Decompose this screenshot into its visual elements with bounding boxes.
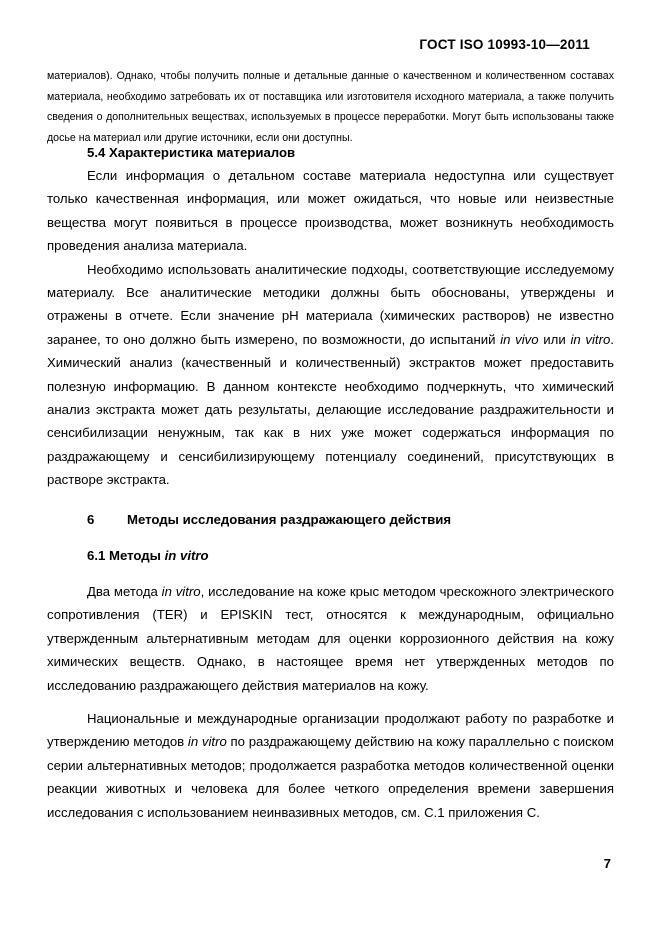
in-vitro-term: in vitro: [187, 734, 227, 750]
section-6-1-paragraph-2: Национальные и международные организации продолжают работу по разработке и утверждению методов in vitro по раздражающему действию на кожу параллельно с поиском серии альтернативных методов; продолжается разработка методов количественной оценки реакции животных и человека для более четкого определения времени завершения исследования с использованием неинвазивных методов, см. С.1 приложения С.: [47, 711, 615, 820]
section-6-1-heading: 6.1 Методы in vitro: [87, 548, 209, 563]
section-6-1-paragraph-1: Два метода in vitro, исследование на коже крыс методом чрескожного электрического сопротивления (TER) и EPISKIN тест, относятся к международным, официально утвержденным альтернативным методам для оценки коррозионного действия на кожу химических веществ. Однако, в настоящее время нет утвержденных методов по исследованию раздражающего действия материалов на кожу.: [47, 584, 614, 693]
in-vivo-term: in vivo: [500, 331, 539, 347]
section-5-4-heading: 5.4 Характеристика материалов: [87, 145, 296, 160]
section-5-4-body: [47, 164, 614, 492]
section-6-heading: [87, 512, 451, 527]
section-6-title: Методы исследования раздражающего действия: [127, 512, 452, 527]
in-vitro-term: in vitro: [570, 331, 611, 347]
intro-paragraph-text: материалов). Однако, чтобы получить полные и детальные данные о качественном и количественном составах материала, необходимо затребовать их от поставщика или изготовителя исходного материала, а также получить сведения о дополнительных веществах, используемых в процессе переработки. Могут быть использованы также досье на материал или другие источники, если они доступны.: [47, 70, 614, 144]
document-header-code: ГОСТ ISO 10993-10—2011: [419, 37, 590, 52]
page-number: 7: [603, 856, 611, 871]
section-5-4-paragraph-2: Необходимо использовать аналитические подходы, соответствующие исследуемому материалу. Все аналитические методики должны быть обоснованы, утверждены и отражены в отчете. Если значение pH материала (химических растворов) не известно заранее, то оно должно быть измерено, по возможности, до испытаний in vivo или in vitro. Химический анализ (качественный и количественный) экстрактов может предоставить полезную информацию. В данном контексте необходимо подчеркнуть, что химический анализ экстракта может дать результаты, делающие исследование раздражительности и сенсибилизации ненужным, так как в них уже может содержаться информация по раздражающему и сенсибилизирующему потенциалу соединений, присутствующих в растворе экстракта.: [47, 261, 614, 488]
in-vitro-term: in vitro: [161, 584, 201, 599]
section-5-4-paragraph-1: Если информация о детальном составе материала недоступна или существует только качественная информация, или может ожидаться, что новые или неизвестные вещества могут появиться в процессе производства, может возникнуть необходимость проведения анализа материала.: [47, 168, 614, 254]
intro-paragraph: [47, 66, 614, 148]
section-6-number: 6: [87, 512, 95, 527]
